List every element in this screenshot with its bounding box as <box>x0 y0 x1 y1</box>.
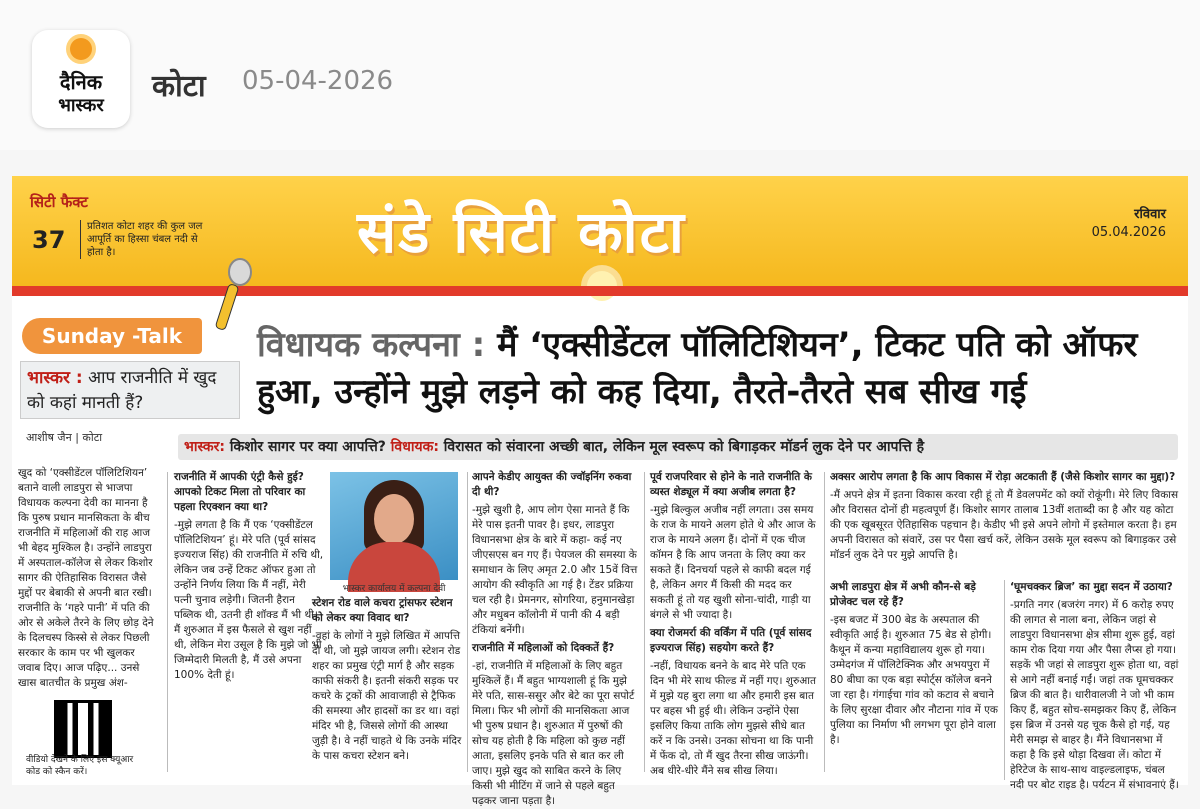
question: क्या रोजमर्रा की वर्किंग में पति (पूर्व सांसद इज्यराज सिंह) सहयोग करते हैं? <box>650 627 812 654</box>
column-divider <box>644 472 645 772</box>
issue-date <box>1092 206 1166 242</box>
answer: -हां, राजनीति में महिलाओं के लिए बहुत मुश्किलें हैं। मैं बहुत भाग्यशाली हूं कि मुझे मेरे पति, सास-ससुर और बेटे का पूरा सपोर्ट मिला। फिर भी लोगों की मानसिकता आज भी पुरुष प्रधान है। शुरुआत में पुरुषों की सोच यह होती है कि महिला को कुछ नहीं आता, इसलिए इनके पति से बात कर ली जाए। मुझे खुद को साबित करने के लिए किसी भी मीटिंग में जाने से पहले बहुत पढ़कर जाना पड़ता है। <box>472 660 635 807</box>
column-divider <box>467 472 468 772</box>
photo-face <box>374 494 414 544</box>
column-2 <box>174 470 324 782</box>
answer: -मैं अपने क्षेत्र में इतना विकास करवा रही हूं तो मैं डेवलपमेंट को क्यों रोकूंगी। मेरे लिए विकास और विरासत दोनों ही महत्वपूर्ण हैं। किशोर सागर तालाब 13वीं शताब्दी का है और यह कोटा की एक खूबसूरत ऐतिहासिक पहचान है। केडीए भी इसे अपने लोगो में इस्तेमाल करता है। हम अपनी विरासत को संवारें, उस पर पैसा खर्च करें, लेकिन उसके मूल स्वरूप को बिगाड़कर उसे मॉडर्न लुक देने पर मुझे आपत्ति है। <box>830 489 1179 561</box>
question: आपने केडीए आयुक्त की ज्वॉइनिंग रुकवा दी थी? <box>472 471 632 498</box>
column-divider <box>1004 580 1005 780</box>
question: पूर्व राजपरिवार से होने के नाते राजनीति के व्यस्त शेड्यूल में क्या अजीब लगता है? <box>650 471 812 498</box>
issue-date-value: 05.04.2026 <box>1091 225 1166 240</box>
question-label: भास्कर : <box>27 368 83 388</box>
question: स्टेशन रोड वाले कचरा ट्रांसफर स्टेशन को लेकर क्या विवाद था? <box>312 597 453 624</box>
question: अभी लाडपुरा क्षेत्र में अभी कौन-से बड़े प्रोजेक्ट चल रहे हैं? <box>830 581 976 608</box>
sub-q-label: भास्कर: <box>184 439 225 455</box>
column-7 <box>1010 580 1182 791</box>
answer: -मुझे लगता है कि मैं एक ‘एक्सीडेंटल पॉलिटिशियन’ हूं। मेरे पति (पूर्व सांसद इज्यराज सिंह) की राजनीति में रुचि थी, लेकिन जब उन्हें टिकट ऑफर हुआ तो उन्होंने निर्णय लिया कि मैं नहीं, मेरी पत्नी चुनाव लड़ेगी। जितनी हैरान पब्लिक थी, उतनी ही शॉक्ड मैं भी थी। मैं शुरुआत में इस फैसले से खुश नहीं थी, लेकिन मेरा उसूल है कि मुझे जो भी जिम्मेदारी मिलती है, मैं उसे अपना 100% देती हूं। <box>174 519 324 681</box>
answer: -प्रगति नगर (बजरंग नगर) में 6 करोड़ रुपए की लागत से नाला बना, लेकिन जहां से लाडपुरा विधानसभा क्षेत्र सीमा शुरू हुई, वहां काम रोक दिया गया और पैसा लैप्स हो गया। सड़कें भी जहां से लाडपुरा शुरू होता था, वहां से आगे नहीं बनाई गईं। जहां तक घूमचक्कर ब्रिज की बात है। धारीवालजी ने जो भी काम किए हैं, बहुत सोच-समझकर किए हैं, लेकिन इस ब्रिज में उनसे यह चूक कैसे हो गई, यह मेरी समझ से बाहर है। मैंने विधानसभा में कहा है कि इसे थोड़ा दिखवा लें। कोटा में हेरिटेज के साथ-साथ वाइल्डलाइफ, चंबल नदी पर बोट राइड है। पर्यटन में संभावनाएं हैं। <box>1010 599 1179 791</box>
column-divider <box>824 472 825 772</box>
sub-a-text: विरासत को संवारना अच्छी बात, लेकिन मूल स्वरूप को बिगाड़कर मॉडर्न लुक देने पर आपत्ति है <box>443 439 925 455</box>
sun-logo-icon <box>70 38 92 60</box>
city-fact-title: सिटी फैक्ट <box>30 193 88 211</box>
column-3 <box>312 596 462 782</box>
column-intro <box>18 466 160 696</box>
headline <box>257 322 1182 416</box>
question: अक्सर आरोप लगता है कि आप विकास में रोड़ा अटकाती हैं (जैसे किशोर सागर का मुद्दा)? <box>830 471 1176 483</box>
city-fact-text: प्रतिशत कोटा शहर की कुल जल आपूर्ति का हिस्सा चंबल नदी से होता है। <box>80 220 207 259</box>
question-text: आप राजनीति में खुद को कहां मानती हैं? <box>27 368 217 413</box>
edition-date[interactable]: 05-04-2026 <box>242 66 394 96</box>
masthead-title: संडे सिटी कोटा <box>357 198 686 266</box>
column-5 <box>650 470 818 782</box>
logo-line2: भास्कर <box>58 95 104 116</box>
question: राजनीति में आपकी एंट्री कैसे हुई? आपको टिकट मिला तो परिवार का पहला रिएक्शन क्या था? <box>174 471 306 513</box>
issue-day: रविवार <box>1134 207 1166 222</box>
intro-text: खुद को ‘एक्सीडेंटल पॉलिटिशियन’ बताने वाली लाडपुरा से भाजपा विधायक कल्पना देवी का मानना है कि पुरुष प्रधान मानसिकता के बीच राजनीति में महिलाओं की राह आज भी बेहद मुश्किल है। उन्होंने लाडपुरा में अस्पताल-कॉलेज से लेकर किशोर सागर की ऐतिहासिक विरासत जैसे मुद्दों पर बेबाकी से अपनी बात रखी। राजनीति के ‘गहरे पानी’ में पति की ओर से अकेले तैरने के लिए छोड़ देने के दिलचस्प किस्से से लेकर पिछली सरकार के काम पर भी खुलकर जवाब दिए। आज पढ़िए... उनसे खास बातचीत के प्रमुख अंश- <box>18 467 154 689</box>
question-box <box>20 361 240 419</box>
city-fact <box>30 192 203 258</box>
column-4 <box>472 470 638 807</box>
photo-caption: भास्कर कार्यालय में कल्पना देवी <box>342 584 446 594</box>
mla-photo <box>330 472 458 580</box>
headline-text: मैं ‘एक्सीडेंटल पॉलिटिशियन’, टिकट पति को ऑफर हुआ, उन्होंने मुझे लड़ने को कह दिया, तैरते-तैरते सब सीख गई <box>257 325 1138 412</box>
column-6 <box>830 580 998 782</box>
answer: -वहां के लोगों ने मुझे लिखित में आपत्ति दी थी, जो मुझे जायज लगी। स्टेशन रोड शहर का प्रमुख एंट्री मार्ग है और सड़क काफी संकरी है। इतनी संकरी सड़क पर कचरे के ट्रकों की आवाजाही से ट्रैफिक की समस्या और हादसों का डर था। वहां मंदिर भी है, जिससे लोगों की आस्था जुड़ी है। वे नहीं चाहते थे कि उनके मंदिर के पास कचरा स्टेशन बने। <box>312 630 462 762</box>
headline-name: विधायक कल्पना : <box>257 325 486 365</box>
dainik-bhaskar-logo[interactable] <box>32 30 130 128</box>
sunday-talk-badge: Sunday -Talk <box>22 318 202 354</box>
app-header <box>0 0 1200 150</box>
masthead-banner <box>12 176 1188 286</box>
sub-a-label: विधायक: <box>390 439 439 455</box>
sub-q-text: किशोर सागर पर क्या आपत्ति? <box>229 439 386 455</box>
question: राजनीति में महिलाओं को दिक्कतें हैं? <box>472 642 615 654</box>
answer: -मुझे खुशी है, आप लोग ऐसा मानते हैं कि मेरे पास इतनी पावर है। इधर, लाडपुरा विधानसभा क्षेत्र के बारे में कहा- कई नए जीएसएस बन गए हैं। पेयजल की समस्या के समाधान के लिए अमृत 2.0 और 15वें वित्त आयोग की स्वीकृति आ गई है। टेंडर प्रक्रिया चल रही है। प्रेमनगर, सोगरिया, हनुमानखेड़ा और मधुबन कॉलोनी में पानी की 4 बड़ी टंकियां बनेंगी। <box>472 504 638 636</box>
logo-line1: दैनिक <box>59 70 103 94</box>
red-divider <box>12 286 1188 296</box>
newspaper-page <box>12 176 1188 807</box>
question: ‘घूमचक्कर ब्रिज’ का मुद्दा सदन में उठाया? <box>1010 581 1173 593</box>
answer: -इस बजट में 300 बेड के अस्पताल की स्वीकृति आई है। शुरुआत 75 बेड से होगी। कैथून में कन्या महाविद्यालय शुरू हो गया। उम्मेदगंज में पॉलिटेक्निक और अभयपुरा में 80 बीघा का एक बड़ा स्पोर्ट्स कॉलेज बनने जा रहा है। गंगाईचा गांव को कटाव से बचाने के लिए सुरक्षा दीवार और नौटाना गांव में एक पुलिया का निर्माण भी लगभग पूरा होने वाला है। <box>830 614 998 746</box>
microphone-icon <box>212 258 252 338</box>
answer: -मुझे बिल्कुल अजीब नहीं लगता। उस समय के राज के मायने अलग होते थे और आज के राज के मायने अलग हैं। दोनों में एक चीज कॉमन है कि आप जनता के लिए क्या कर सकते हैं। दिनचर्या पहले से काफी बदल गई है, लेकिन अगर मैं किसी की मदद कर सकती हूं तो यह खुशी सोना-चांदी, गाड़ी या बंगले से भी ज्यादा है। <box>650 504 816 621</box>
qr-code[interactable] <box>54 700 112 758</box>
column-divider <box>167 472 168 772</box>
answer: -नहीं, विधायक बनने के बाद मेरे पति एक दिन भी मेरे साथ फील्ड में नहीं गए। शुरुआत में मुझे यह बुरा लगा था और हमारी इस बात पर बहस भी हुई थी। लेकिन उन्होंने ऐसा इसलिए किया ताकि लोग मुझसे सीधे बात करें न कि उनसे। उनका सोचना था कि पानी में फेंक दो, तो मैं खुद तैरना सीख जाऊंगी। अब धीरे-धीरे मैंने सब सीख लिया। <box>650 660 816 777</box>
qr-caption: वीडियो देखने के लिए इस क्यूआर कोड को स्कैन करें। <box>26 755 134 777</box>
edition-city[interactable]: कोटा <box>152 69 206 104</box>
column-6-top <box>830 470 1180 580</box>
city-fact-number: 37 <box>32 226 66 254</box>
subheadline-bar <box>178 434 1178 460</box>
byline: आशीष जैन | कोटा <box>26 431 103 444</box>
